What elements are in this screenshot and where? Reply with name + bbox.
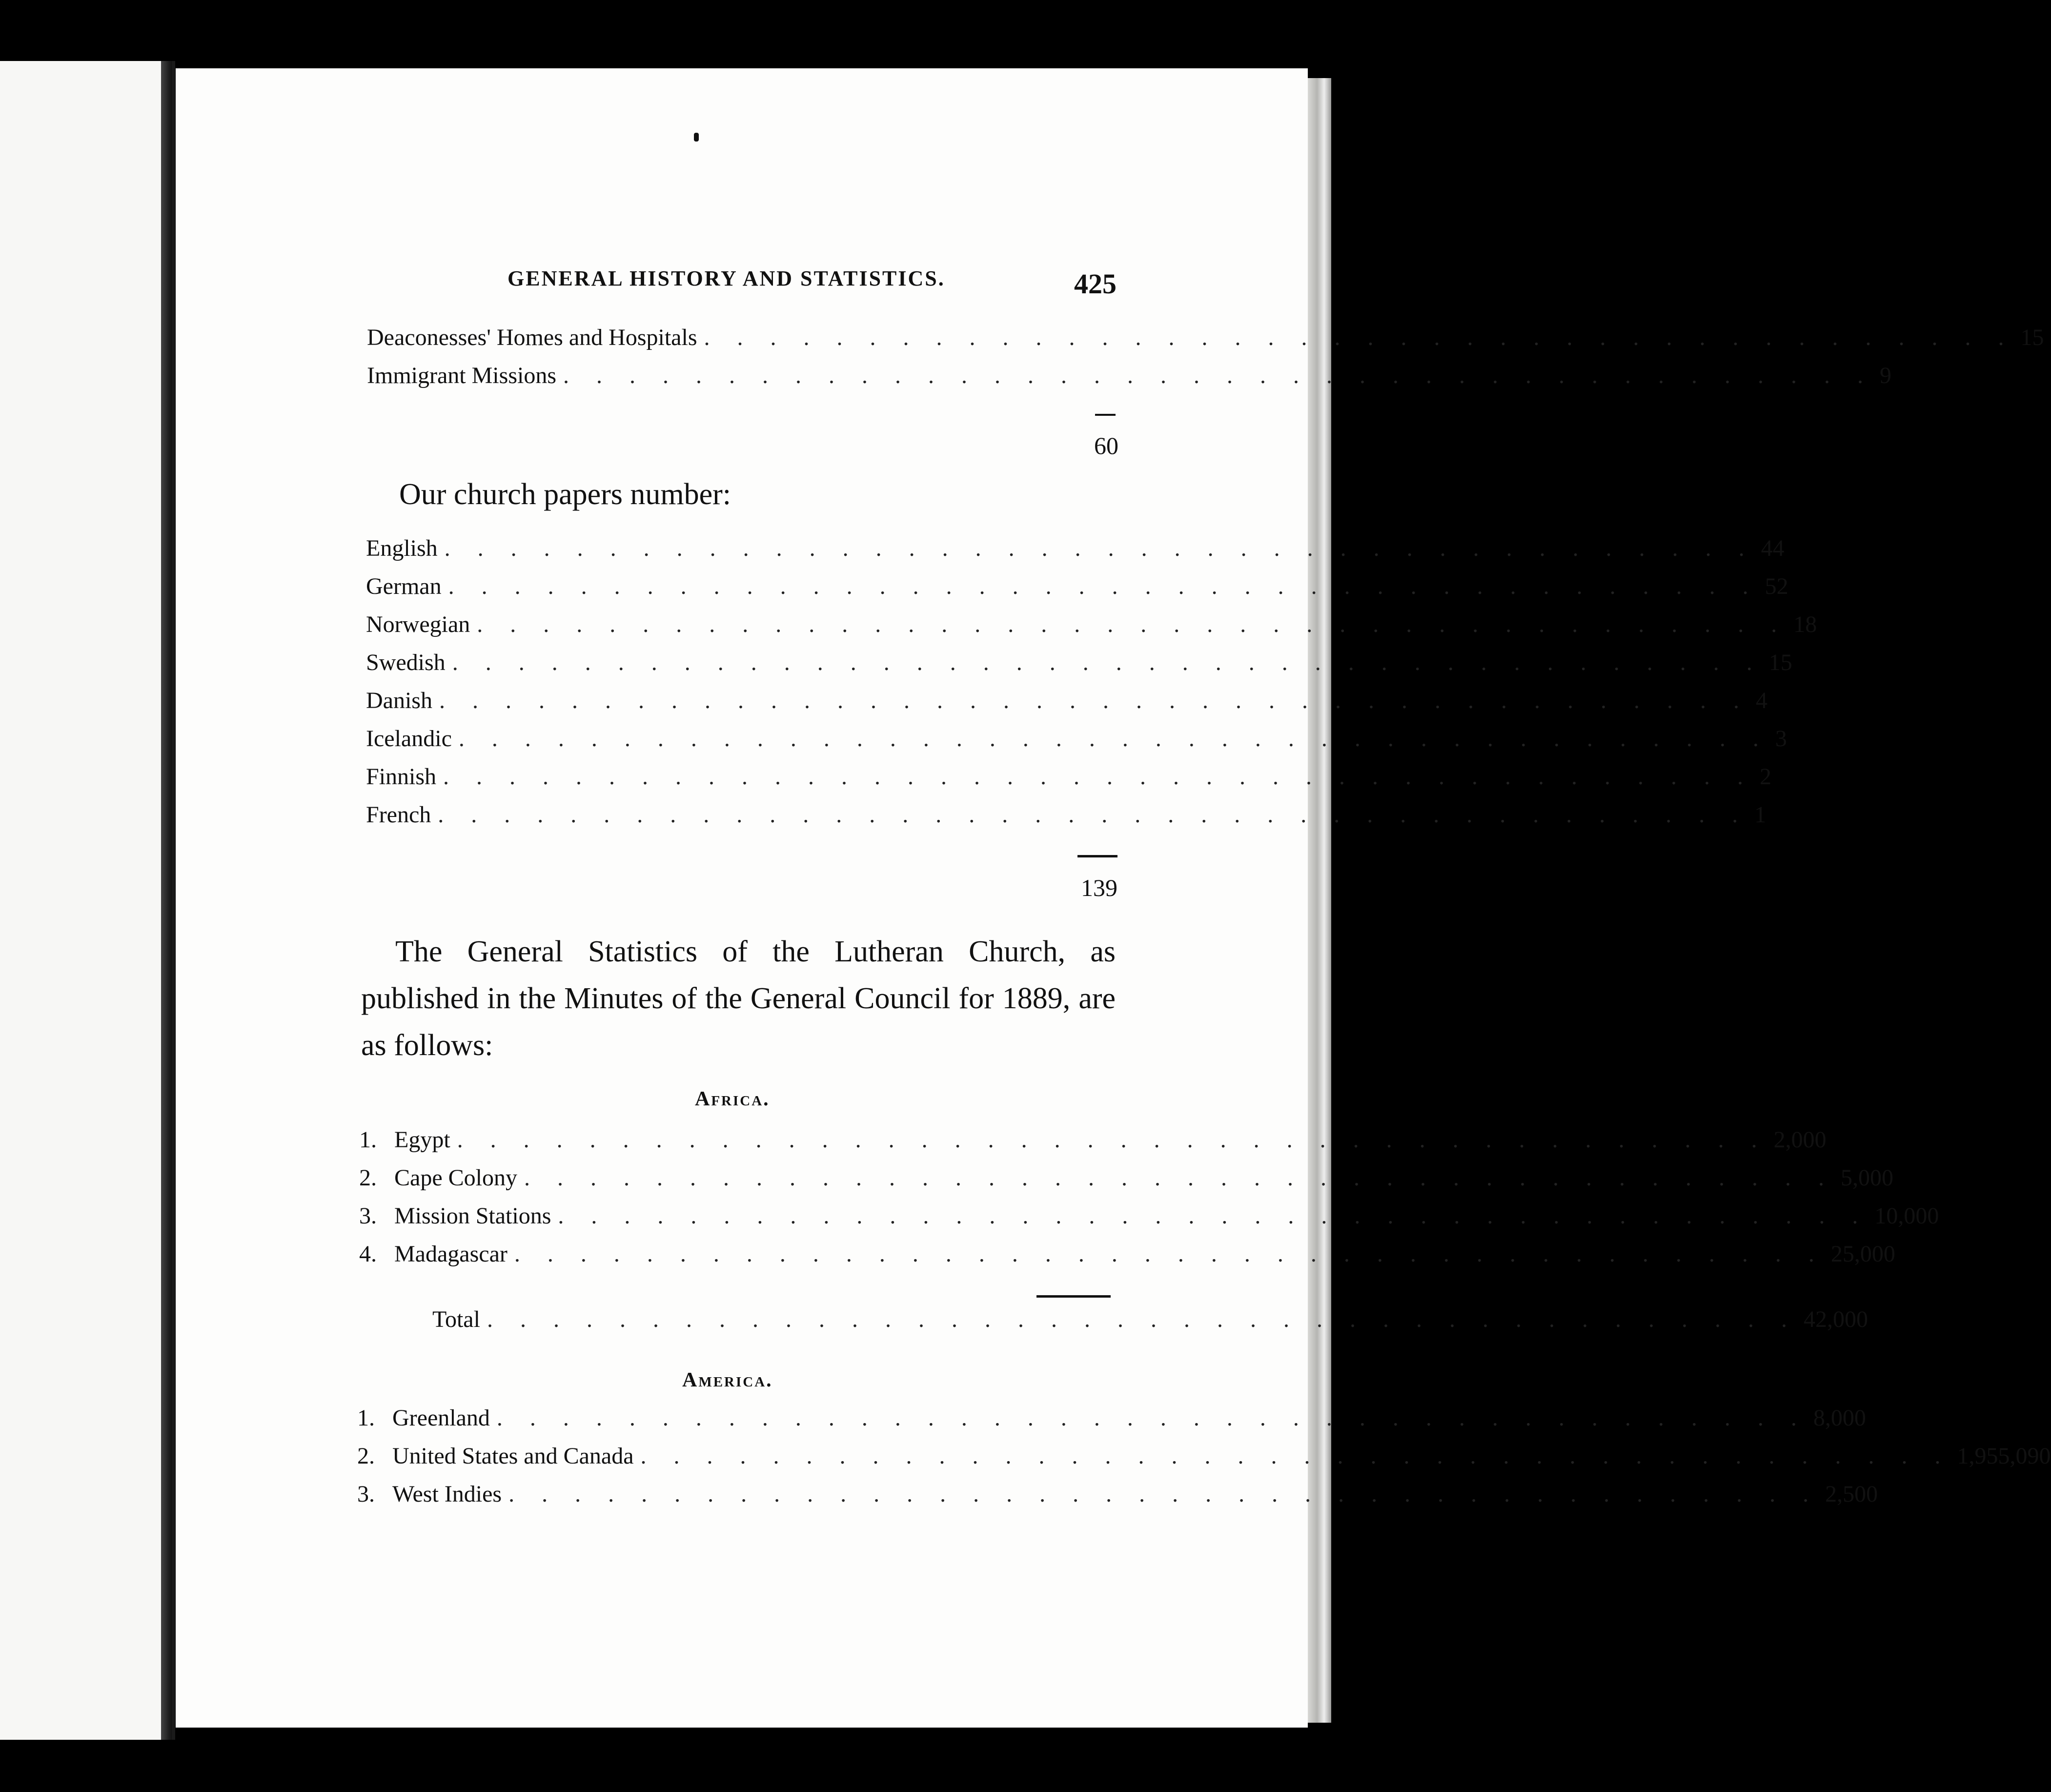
item-value: 1 <box>1754 802 1767 828</box>
dot-leader: . . . . . . . . . . . . . . . . . . . . . . . . . . . . . . . . . . . . . . . . <box>496 1405 1807 1431</box>
row-label <box>359 1202 558 1229</box>
list-item <box>366 649 1792 676</box>
row-label <box>357 1443 641 1469</box>
list-item <box>366 801 1767 828</box>
list-item <box>366 573 1788 600</box>
dot-leader: . . . . . . . . . . . . . . . . . . . . . . . . . . . . . . . . . . . . . . . . <box>452 650 1763 675</box>
item-label: German <box>366 573 442 599</box>
row-value: 1,955,090 <box>1957 1443 2051 1469</box>
item-label: French <box>366 802 431 828</box>
row-name: Greenland <box>392 1405 490 1431</box>
dot-leader: . . . . . . . . . . . . . . . . . . . . . . . . . . . . . . . . . . . . . . . . <box>444 535 1755 561</box>
row-label <box>359 1126 457 1153</box>
row-number: 2. <box>359 1165 377 1191</box>
row-value: 8,000 <box>1813 1405 1866 1431</box>
dot-leader: . . . . . . . . . . . . . . . . . . . . . . . . . . . . . . . . . . . . . . . . <box>508 1481 1820 1507</box>
item-label: Norwegian <box>366 611 470 637</box>
table-row <box>357 1481 1878 1507</box>
dot-leader: . . . . . . . . . . . . . . . . . . . . . . . . . . . . . . . . . . . . . . . . <box>457 1127 1768 1153</box>
row-value: 25,000 <box>1830 1241 1895 1267</box>
row-label <box>359 1164 524 1191</box>
item-value: 18 <box>1793 611 1817 637</box>
row-value: 2,000 <box>1773 1127 1827 1153</box>
dot-leader: . . . . . . . . . . . . . . . . . . . . . . . . . . . . . . . . . . . . . . . . <box>704 325 2015 350</box>
item-label: Swedish <box>366 650 446 675</box>
row-name: Madagascar <box>394 1241 508 1267</box>
book-gutter <box>161 61 172 1740</box>
row-label <box>357 1405 497 1431</box>
item-label: English <box>366 535 438 561</box>
dot-leader: . . . . . . . . . . . . . . . . . . . . . . . . . . . . . . . . . . . . . . . . <box>524 1165 1835 1191</box>
table-row <box>357 1405 1866 1431</box>
table-row <box>357 1443 2051 1469</box>
total-value: 42,000 <box>1803 1306 1868 1332</box>
sum-rule <box>1095 414 1116 416</box>
list-item <box>367 324 2044 351</box>
item-label: Icelandic <box>366 726 452 752</box>
list-item <box>366 611 1817 638</box>
row-label <box>359 1241 514 1267</box>
table-row <box>359 1126 1827 1153</box>
row-number: 3. <box>357 1481 375 1507</box>
item-label: Danish <box>366 688 432 713</box>
page-number: 425 <box>1074 268 1117 300</box>
row-name: Mission Stations <box>394 1203 551 1229</box>
dot-leader: . . . . . . . . . . . . . . . . . . . . . . . . . . . . . . . . . . . . . . . . <box>514 1241 1825 1267</box>
row-number: 2. <box>357 1443 375 1469</box>
dot-leader: . . . . . . . . . . . . . . . . . . . . . . . . . . . . . . . . . . . . . . . . <box>458 726 1769 752</box>
row-value: 2,500 <box>1825 1481 1878 1507</box>
item-value: 2 <box>1760 764 1772 790</box>
row-label <box>357 1481 508 1507</box>
list-item <box>366 725 1787 752</box>
section-title-america: America. <box>682 1369 773 1391</box>
row-name: Egypt <box>394 1127 450 1153</box>
section-title-africa: Africa. <box>695 1088 770 1110</box>
total-label: Total <box>432 1306 480 1332</box>
item-value: 15 <box>1768 650 1792 675</box>
running-head: GENERAL HISTORY AND STATISTICS. <box>508 266 945 290</box>
total-row <box>432 1306 1868 1333</box>
papers-total: 139 <box>1081 874 1117 901</box>
row-name: United States and Canada <box>392 1443 634 1469</box>
row-value: 5,000 <box>1840 1165 1893 1191</box>
book-page <box>176 68 1308 1728</box>
row-number: 1. <box>357 1405 375 1431</box>
item-value: 44 <box>1761 535 1785 561</box>
dot-leader: . . . . . . . . . . . . . . . . . . . . . . . . . . . . . . . . . . . . . . . . <box>439 688 1750 713</box>
item-label: Deaconesses' Homes and Hospitals <box>367 325 697 350</box>
item-label: Finnish <box>366 764 437 790</box>
dot-leader: . . . . . . . . . . . . . . . . . . . . . . . . . . . . . . . . . . . . . . . . <box>640 1443 1951 1469</box>
dot-leader: . . . . . . . . . . . . . . . . . . . . . . . . . . . . . . . . . . . . . . . . <box>558 1203 1869 1229</box>
row-name: West Indies <box>392 1481 502 1507</box>
statistics-paragraph: The General Statistics of the Lutheran Church, as published in the Minutes of the General Council for 1889, are as follows: <box>361 935 1116 1062</box>
row-number: 4. <box>359 1241 377 1267</box>
papers-heading: Our church papers number: <box>399 478 731 511</box>
dot-leader: . . . . . . . . . . . . . . . . . . . . . . . . . . . . . . . . . . . . . . . . <box>443 764 1754 790</box>
item-value: 3 <box>1775 726 1787 752</box>
table-row <box>359 1164 1893 1191</box>
table-row <box>359 1202 1939 1229</box>
list-item <box>367 362 1892 389</box>
dot-leader: . . . . . . . . . . . . . . . . . . . . . . . . . . . . . . . . . . . . . . . . <box>438 802 1749 828</box>
row-number: 3. <box>359 1203 377 1229</box>
dot-leader: . . . . . . . . . . . . . . . . . . . . . . . . . . . . . . . . . . . . . . . . <box>563 363 1874 388</box>
item-value: 52 <box>1765 573 1788 599</box>
list-item <box>366 535 1785 562</box>
ink-mark <box>694 133 699 142</box>
dot-leader: . . . . . . . . . . . . . . . . . . . . . . . . . . . . . . . . . . . . . . . . <box>487 1306 1798 1332</box>
dot-leader: . . . . . . . . . . . . . . . . . . . . . . . . . . . . . . . . . . . . . . . . <box>448 573 1759 599</box>
item-value: 9 <box>1880 363 1892 388</box>
sum-rule <box>1036 1295 1111 1298</box>
list-item <box>366 687 1767 714</box>
item-value: 4 <box>1755 688 1767 713</box>
left-page <box>0 61 175 1740</box>
item-value: 15 <box>2020 325 2044 350</box>
dot-leader: . . . . . . . . . . . . . . . . . . . . . . . . . . . . . . . . . . . . . . . . <box>477 611 1788 637</box>
list-item <box>366 763 1772 790</box>
table-row <box>359 1241 1895 1267</box>
sum-rule <box>1077 855 1117 857</box>
row-number: 1. <box>359 1127 377 1153</box>
institutions-total: 60 <box>1094 432 1118 459</box>
row-value: 10,000 <box>1874 1203 1939 1229</box>
item-label: Immigrant Missions <box>367 363 557 388</box>
row-name: Cape Colony <box>394 1165 517 1191</box>
